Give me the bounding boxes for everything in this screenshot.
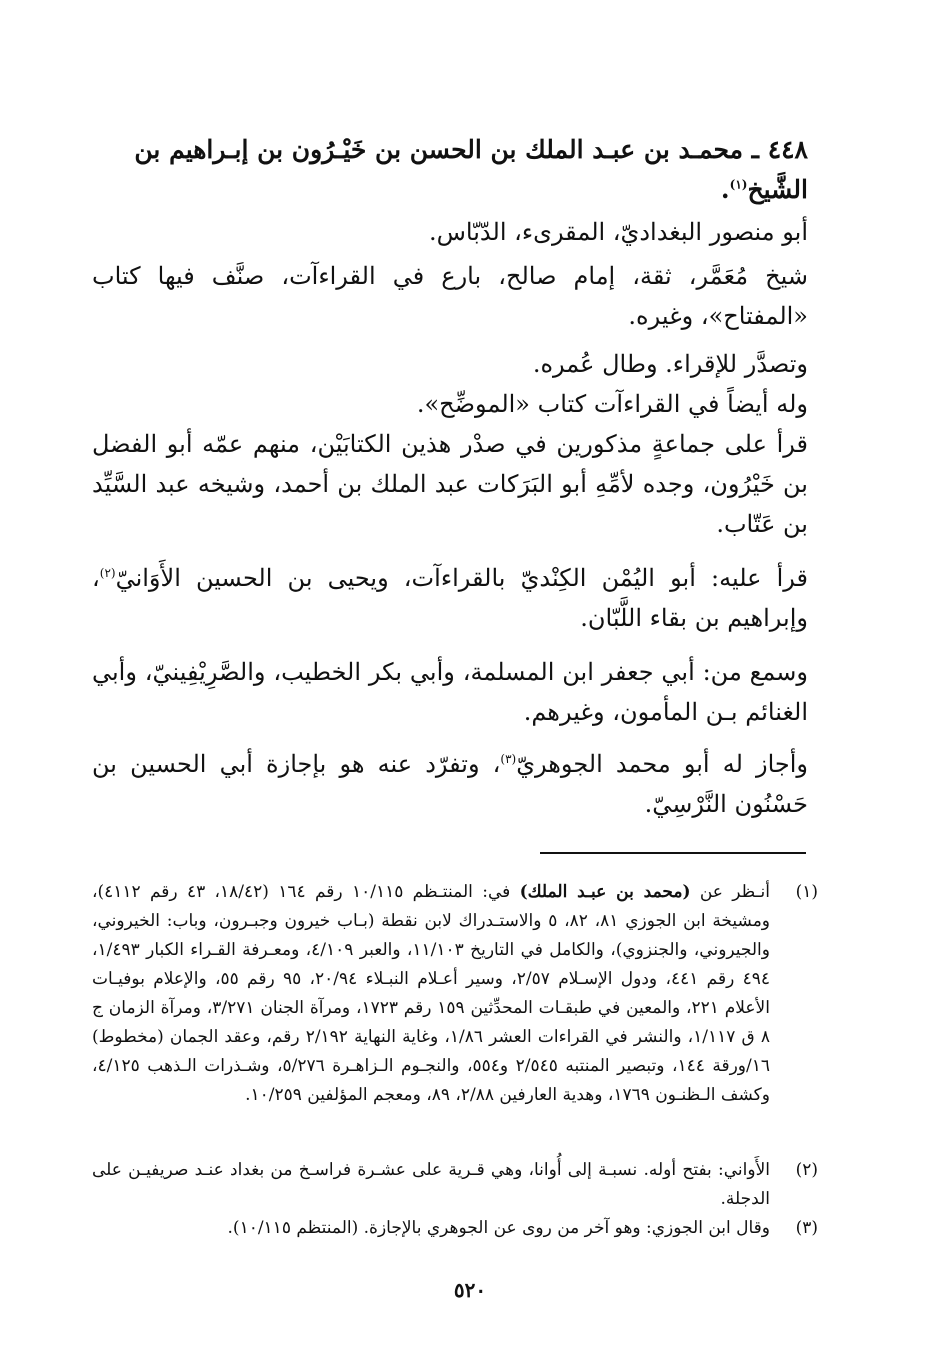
footnote-1-sources: في: المنتـظم ١٠/١١٥ رقم ١٦٤ (١٨/٤٢، ٤٣ رقم ٤١١٢)، ومشيخة ابن الجوزي ٨١، ٨٢، ٥ والاستـدراك لابن نقطة (بـاب خيرون وجبـرون، وباب: الخيروني، والجيروني، والجنزوي)، والكامل في التاريخ ١١/١٠٣، والعبر ٤/١٠٩، ومعـرفة القـراء الكبار ١/٤٩٣، ٤٩٤ رقم ٤٤١، ودول الإسـلام ٢/٥٧، وسير أعـلام النبـلاء ٢٠/٩٤، ٩٥ رقم ٥٥، والإعلام بوفيـات الأعلام ٢٢١، والمعين في طبقـات المحدِّثين ١٥٩ رقم ١٧٢٣، ومرآة الجنان ٣/٢٧١، ومرآة الزمان ج ٨ ق ١/١١٧، والنشر في القراءات العشر ١/٨٦، وغاية النهاية ٢/١٩٢ رقم، وعقد الجمان (مخطوط) ١٦/ورقة ١٤٤، وتبصير المنتبه ٢/٥٤٥ و٥٥٤، والنجـوم الـزاهـرة ٥/٢٧٦، وشـذرات الـذهب ٤/١٢٥، وكشف الـظنـون ١٧٦٩، وهدية العارفين ٢/٨٨، ٨٩، ومعجم المؤلفين ١٠/٢٥٩. xyxy=(92,882,771,1105)
page-number: ٥٢٠ xyxy=(453,1278,487,1302)
paragraph-kunya: أبو منصور البغداديّ، المقرىء، الدّبّاس. xyxy=(429,218,808,246)
paragraph-teaching: وتصدَّر للإقراء. وطال عُمره. xyxy=(532,350,808,378)
footnote-ref-3: (٣) xyxy=(500,752,517,766)
entry-heading-line1: ٤٤٨ ـ محمـد بن عبـد الملك بن الحسن بن خَيْـرُون بن إبـراهيم بن xyxy=(134,135,808,164)
footnote-1-number: (١) xyxy=(795,882,818,902)
footnote-divider xyxy=(540,852,806,854)
students-text-b: ، وإبراهيم بن بقاء اللَّبّان. xyxy=(92,564,808,632)
paragraph-ijaza xyxy=(92,744,808,824)
footnote-3-number: (٣) xyxy=(795,1218,818,1238)
footnote-ref-2: (٢) xyxy=(99,566,116,580)
footnote-3 xyxy=(92,1214,818,1243)
footnote-2 xyxy=(92,1156,818,1214)
entry-heading-name: الشَّيخ xyxy=(747,175,808,204)
entry-heading-line2 xyxy=(92,170,808,210)
footnote-3-body: وقال ابن الجوزي: وهو آخر من روى عن الجوهري بالإجازة. (المنتظم ١٠/١١٥). xyxy=(227,1218,770,1238)
ijaza-text-b: ، وتفرّد عنه هو بإجازة أبي الحسين بن حَسْنُون النَّرْسِيّ. xyxy=(92,750,808,818)
paragraph-works: وله أيضاً في القراءآت كتاب «الموضِّح». xyxy=(416,390,808,418)
footnote-2-number: (٢) xyxy=(795,1160,818,1180)
footnote-1-lead: أنـظر عن xyxy=(690,882,770,902)
ijaza-text-a: وأجاز له أبو محمد الجوهريّ xyxy=(516,750,809,778)
paragraph-description: شيخ مُعَمَّر، ثقة، إمام صالح، بارع في القراءآت، صنَّف فيها كتاب «المفتاح»، وغيره. xyxy=(92,262,808,330)
entry-heading-end: . xyxy=(720,175,730,204)
footnote-1-body xyxy=(92,878,770,1110)
paragraph-hearing: وسمع من: أبي جعفر ابن المسلمة، وأبي بكر الخطيب، والصَّرِيْفِينيّ، وأبي الغنائم بـن المأمون، وغيرهم. xyxy=(92,658,809,726)
footnote-1 xyxy=(92,878,818,1110)
footnote-2-body: الأَواني: بفتح أوله. نسبـة إلى أُوانا، وهي قـرية على عشـرة فراسـخ من بغداد عنـد صريفيـن على الدجلة. xyxy=(92,1160,770,1209)
footnote-ref-1: (١) xyxy=(729,177,748,192)
students-text-a: قرأ عليه: أبو اليُمْن الكِنْديّ بالقراءآت، ويحيى بن الحسين الأَوَانيّ xyxy=(115,564,808,592)
entry-heading xyxy=(92,130,808,210)
paragraph-teachers: قرأ على جماعةٍ مذكورين في صدْر هذين الكتابَيْن، منهم عمّه أبو الفضل بن خَيْرُون، وجده لأمِّهِ أبو البَرَكات عبد الملك بن أحمد، وشيخه عبد السَّيِّد بن عَتّاب. xyxy=(92,430,808,538)
footnote-1-subject: (محمد بن عبـد الملك) xyxy=(519,882,691,902)
paragraph-students xyxy=(92,558,808,638)
